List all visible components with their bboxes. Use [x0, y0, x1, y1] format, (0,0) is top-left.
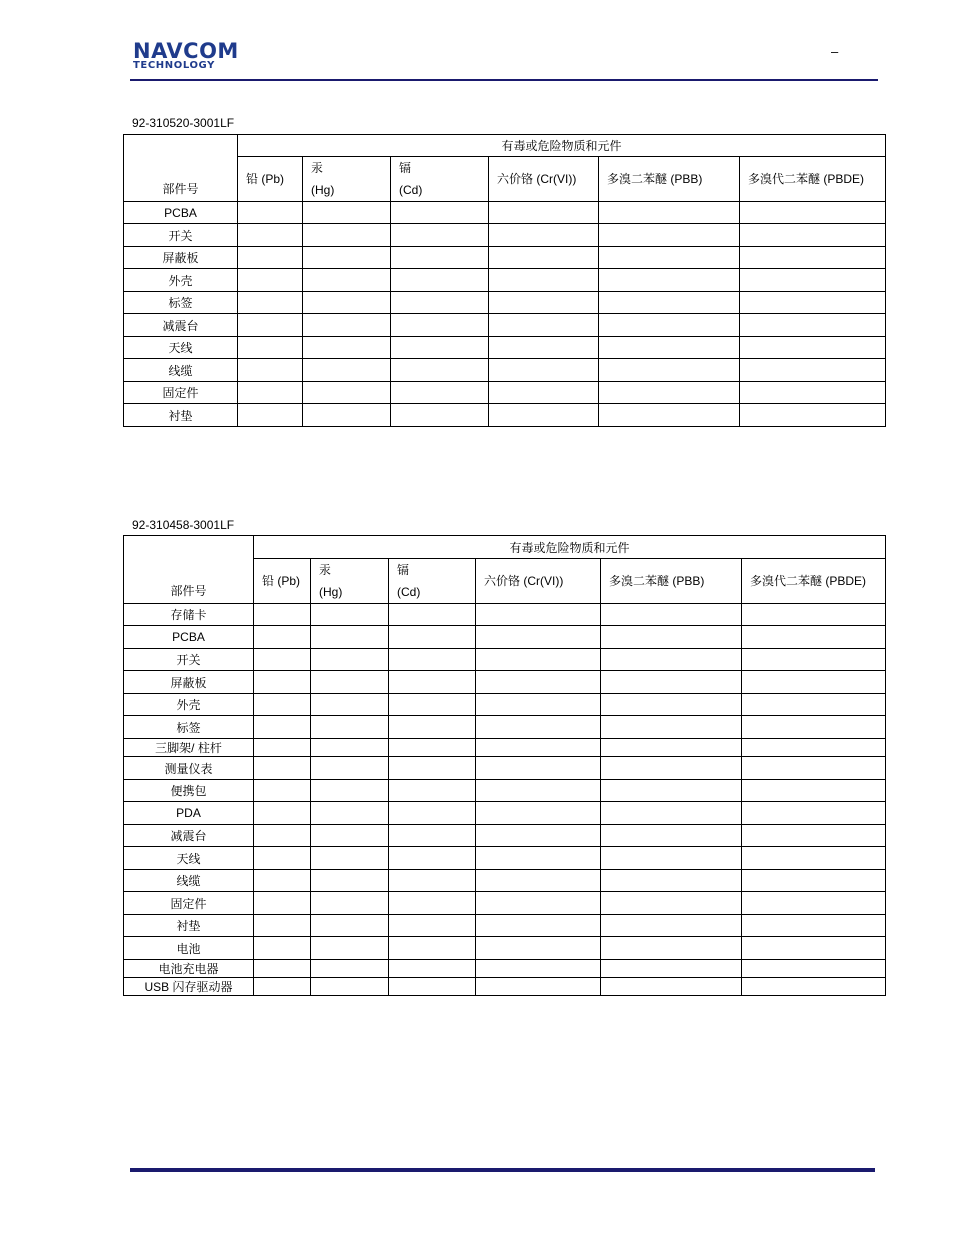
part-name-cell: 电池	[124, 937, 254, 960]
substance-value-cell	[389, 780, 476, 802]
column-header-hazardous-substances: 有毒或危险物质和元件	[254, 536, 886, 559]
substance-name: 多溴二苯醚 (PBB)	[609, 574, 705, 588]
substance-value-cell	[238, 202, 303, 224]
substance-name: 六价铬 (Cr(VI))	[484, 574, 564, 588]
substance-value-cell	[742, 825, 886, 847]
substance-value-cell	[311, 757, 389, 780]
substance-value-cell	[311, 739, 389, 757]
substance-value-cell	[601, 604, 742, 626]
substance-value-cell	[311, 870, 389, 892]
substance-value-cell	[742, 802, 886, 825]
substance-value-cell	[476, 978, 601, 996]
table-row	[124, 937, 886, 960]
part-name-cell: 标签	[124, 292, 238, 314]
substance-symbol: (Hg)	[311, 183, 335, 197]
substance-value-cell	[742, 892, 886, 915]
part-name-cell: 天线	[124, 337, 238, 359]
substance-value-cell	[389, 671, 476, 694]
column-header-hazardous-substances: 有毒或危险物质和元件	[238, 135, 886, 157]
substance-name: 镉	[397, 563, 410, 577]
navcom-logo	[133, 39, 255, 71]
substance-value-cell	[311, 716, 389, 739]
substance-value-cell	[254, 915, 311, 937]
table-row	[124, 247, 886, 269]
substance-value-cell	[742, 960, 886, 978]
substance-value-cell	[601, 694, 742, 716]
substance-value-cell	[742, 757, 886, 780]
part-name-cell: 减震台	[124, 825, 254, 847]
substance-value-cell	[489, 337, 599, 359]
part-name-cell: PDA	[124, 802, 254, 825]
substance-value-cell	[311, 847, 389, 870]
table-row	[124, 202, 886, 224]
substance-value-cell	[238, 359, 303, 382]
substance-value-cell	[389, 694, 476, 716]
substance-value-cell	[391, 224, 489, 247]
substance-value-cell	[311, 937, 389, 960]
substance-value-cell	[489, 247, 599, 269]
footer-rule	[130, 1168, 875, 1172]
substance-value-cell	[311, 978, 389, 996]
substance-value-cell	[476, 870, 601, 892]
part-name-cell: 天线	[124, 847, 254, 870]
substance-value-cell	[742, 847, 886, 870]
part-name-cell: 测量仪表	[124, 757, 254, 780]
substance-value-cell	[311, 626, 389, 649]
table-row	[124, 978, 886, 996]
substance-value-cell	[311, 960, 389, 978]
substance-value-cell	[303, 314, 391, 337]
substance-value-cell	[238, 337, 303, 359]
substance-value-cell	[254, 604, 311, 626]
substance-header	[740, 157, 886, 202]
substance-value-cell	[254, 739, 311, 757]
substance-value-cell	[391, 292, 489, 314]
substance-value-cell	[303, 382, 391, 404]
substance-header	[238, 157, 303, 202]
substance-value-cell	[303, 404, 391, 427]
substance-value-cell	[311, 671, 389, 694]
table-row	[124, 847, 886, 870]
part-name-cell: 减震台	[124, 314, 238, 337]
substance-value-cell	[742, 604, 886, 626]
substance-value-cell	[389, 825, 476, 847]
substance-value-cell	[389, 649, 476, 671]
substance-value-cell	[476, 626, 601, 649]
table-row	[124, 802, 886, 825]
substance-value-cell	[742, 915, 886, 937]
part-name-cell: 外壳	[124, 269, 238, 292]
substance-value-cell	[599, 382, 740, 404]
substance-value-cell	[389, 757, 476, 780]
table-row	[124, 337, 886, 359]
column-header-part: 部件号	[124, 536, 254, 604]
substance-value-cell	[601, 892, 742, 915]
table1-part-number: 92-310520-3001LF	[132, 116, 235, 130]
header-row	[124, 536, 886, 559]
substance-header	[476, 559, 601, 604]
substance-value-cell	[389, 626, 476, 649]
substance-header	[742, 559, 886, 604]
substance-name: 汞	[319, 563, 332, 577]
substance-value-cell	[599, 359, 740, 382]
substance-name: 铅 (Pb)	[246, 172, 285, 186]
substance-value-cell	[599, 314, 740, 337]
part-name-cell: 三脚架/ 柱杆	[124, 739, 254, 757]
substance-value-cell	[303, 224, 391, 247]
substance-value-cell	[391, 359, 489, 382]
substance-value-cell	[601, 825, 742, 847]
substance-value-cell	[389, 870, 476, 892]
substance-value-cell	[254, 825, 311, 847]
substance-value-cell	[391, 337, 489, 359]
table-row	[124, 269, 886, 292]
table-row	[124, 359, 886, 382]
part-name-cell: PCBA	[124, 626, 254, 649]
substance-value-cell	[476, 802, 601, 825]
substance-value-cell	[489, 269, 599, 292]
substance-value-cell	[303, 202, 391, 224]
substance-value-cell	[311, 802, 389, 825]
part-name-cell: 线缆	[124, 359, 238, 382]
substance-value-cell	[391, 202, 489, 224]
substance-value-cell	[238, 247, 303, 269]
substance-value-cell	[740, 337, 886, 359]
substance-name: 铅 (Pb)	[262, 574, 301, 588]
substance-value-cell	[742, 716, 886, 739]
substance-name: 镉	[399, 161, 412, 175]
substance-value-cell	[254, 870, 311, 892]
table-row	[124, 314, 886, 337]
substance-value-cell	[391, 382, 489, 404]
substance-value-cell	[311, 649, 389, 671]
substance-value-cell	[476, 847, 601, 870]
substance-header	[601, 559, 742, 604]
substance-header	[254, 559, 311, 604]
substance-value-cell	[742, 780, 886, 802]
substance-value-cell	[740, 247, 886, 269]
substance-value-cell	[489, 359, 599, 382]
table-row	[124, 404, 886, 427]
logo-main-text: NAVCOM	[133, 39, 239, 63]
substance-value-cell	[599, 404, 740, 427]
substance-value-cell	[311, 604, 389, 626]
substance-value-cell	[391, 404, 489, 427]
substance-value-cell	[601, 757, 742, 780]
substance-value-cell	[599, 337, 740, 359]
substance-header	[303, 157, 391, 202]
substance-value-cell	[476, 892, 601, 915]
substance-value-cell	[489, 224, 599, 247]
table-row	[124, 780, 886, 802]
part-name-cell: 衬垫	[124, 404, 238, 427]
substance-value-cell	[254, 694, 311, 716]
substance-value-cell	[476, 915, 601, 937]
substance-value-cell	[742, 694, 886, 716]
substance-value-cell	[238, 292, 303, 314]
table-row	[124, 671, 886, 694]
table-row	[124, 960, 886, 978]
substance-value-cell	[391, 314, 489, 337]
substance-value-cell	[389, 604, 476, 626]
substance-value-cell	[303, 292, 391, 314]
part-name-cell: 衬垫	[124, 915, 254, 937]
substance-value-cell	[311, 915, 389, 937]
substance-value-cell	[389, 978, 476, 996]
substance-value-cell	[742, 870, 886, 892]
substance-value-cell	[254, 716, 311, 739]
substance-value-cell	[601, 716, 742, 739]
substance-name: 汞	[311, 161, 324, 175]
header-mark: –	[831, 44, 839, 59]
logo-sub-text: TECHNOLOGY	[133, 60, 215, 71]
substance-value-cell	[254, 649, 311, 671]
substance-value-cell	[254, 757, 311, 780]
part-name-cell: 固定件	[124, 892, 254, 915]
substance-value-cell	[254, 847, 311, 870]
substance-value-cell	[238, 269, 303, 292]
table-row	[124, 757, 886, 780]
substance-value-cell	[489, 314, 599, 337]
substance-symbol: (Cd)	[397, 585, 421, 599]
substance-value-cell	[389, 915, 476, 937]
substance-header	[489, 157, 599, 202]
substance-value-cell	[391, 247, 489, 269]
table2-hazard-table	[123, 535, 886, 996]
substance-value-cell	[476, 757, 601, 780]
substance-value-cell	[599, 269, 740, 292]
table-row	[124, 224, 886, 247]
substance-value-cell	[489, 404, 599, 427]
substance-value-cell	[476, 604, 601, 626]
substance-value-cell	[389, 960, 476, 978]
substance-value-cell	[740, 292, 886, 314]
substance-header-row	[124, 157, 886, 202]
substance-value-cell	[740, 314, 886, 337]
substance-value-cell	[238, 314, 303, 337]
substance-value-cell	[601, 780, 742, 802]
substance-value-cell	[476, 960, 601, 978]
substance-value-cell	[740, 224, 886, 247]
table-row	[124, 292, 886, 314]
table-row	[124, 739, 886, 757]
substance-value-cell	[476, 694, 601, 716]
substance-value-cell	[599, 224, 740, 247]
table-row	[124, 825, 886, 847]
substance-value-cell	[601, 739, 742, 757]
substance-value-cell	[599, 202, 740, 224]
substance-value-cell	[389, 716, 476, 739]
substance-value-cell	[740, 202, 886, 224]
part-name-cell: 屏蔽板	[124, 671, 254, 694]
table-row	[124, 649, 886, 671]
part-name-cell: PCBA	[124, 202, 238, 224]
part-name-cell: 外壳	[124, 694, 254, 716]
substance-header	[311, 559, 389, 604]
substance-value-cell	[476, 937, 601, 960]
substance-value-cell	[489, 382, 599, 404]
substance-value-cell	[391, 269, 489, 292]
substance-value-cell	[599, 247, 740, 269]
table-row	[124, 626, 886, 649]
substance-value-cell	[254, 960, 311, 978]
substance-value-cell	[389, 892, 476, 915]
table-row	[124, 892, 886, 915]
substance-value-cell	[599, 292, 740, 314]
substance-value-cell	[311, 825, 389, 847]
substance-value-cell	[476, 739, 601, 757]
substance-value-cell	[254, 978, 311, 996]
table-row	[124, 694, 886, 716]
substance-value-cell	[389, 937, 476, 960]
substance-value-cell	[254, 892, 311, 915]
substance-value-cell	[254, 802, 311, 825]
substance-value-cell	[476, 716, 601, 739]
table2-part-number: 92-310458-3001LF	[132, 518, 235, 532]
substance-value-cell	[238, 382, 303, 404]
table-row	[124, 382, 886, 404]
substance-header	[389, 559, 476, 604]
table-row	[124, 716, 886, 739]
substance-value-cell	[740, 404, 886, 427]
substance-value-cell	[238, 224, 303, 247]
substance-value-cell	[601, 847, 742, 870]
part-name-cell: 固定件	[124, 382, 238, 404]
substance-value-cell	[303, 337, 391, 359]
substance-value-cell	[740, 382, 886, 404]
substance-value-cell	[601, 960, 742, 978]
substance-value-cell	[311, 694, 389, 716]
substance-value-cell	[476, 825, 601, 847]
substance-value-cell	[601, 626, 742, 649]
substance-value-cell	[389, 802, 476, 825]
substance-value-cell	[254, 780, 311, 802]
substance-value-cell	[742, 649, 886, 671]
table-row	[124, 604, 886, 626]
substance-value-cell	[476, 649, 601, 671]
substance-value-cell	[742, 671, 886, 694]
substance-value-cell	[254, 937, 311, 960]
substance-value-cell	[311, 780, 389, 802]
substance-value-cell	[601, 937, 742, 960]
substance-value-cell	[389, 847, 476, 870]
substance-name: 多溴代二苯醚 (PBDE)	[748, 172, 865, 186]
substance-value-cell	[476, 780, 601, 802]
header-row	[124, 135, 886, 157]
substance-value-cell	[601, 915, 742, 937]
substance-value-cell	[740, 269, 886, 292]
part-name-cell: 电池充电器	[124, 960, 254, 978]
substance-value-cell	[303, 247, 391, 269]
substance-value-cell	[740, 359, 886, 382]
substance-value-cell	[601, 870, 742, 892]
substance-value-cell	[601, 671, 742, 694]
substance-value-cell	[476, 671, 601, 694]
part-name-cell: 屏蔽板	[124, 247, 238, 269]
substance-value-cell	[303, 359, 391, 382]
part-name-cell: 存储卡	[124, 604, 254, 626]
table-row	[124, 915, 886, 937]
substance-value-cell	[742, 937, 886, 960]
substance-value-cell	[311, 892, 389, 915]
substance-header	[391, 157, 489, 202]
header-rule	[130, 79, 878, 81]
substance-value-cell	[489, 202, 599, 224]
table1-hazard-table	[123, 134, 886, 427]
substance-value-cell	[601, 802, 742, 825]
substance-value-cell	[742, 978, 886, 996]
substance-header	[599, 157, 740, 202]
substance-value-cell	[254, 671, 311, 694]
substance-value-cell	[303, 269, 391, 292]
part-name-cell: 开关	[124, 224, 238, 247]
substance-value-cell	[742, 626, 886, 649]
part-name-cell: 线缆	[124, 870, 254, 892]
substance-value-cell	[601, 649, 742, 671]
substance-value-cell	[238, 404, 303, 427]
part-name-cell: 标签	[124, 716, 254, 739]
substance-value-cell	[254, 626, 311, 649]
substance-value-cell	[601, 978, 742, 996]
substance-name: 六价铬 (Cr(VI))	[497, 172, 577, 186]
part-name-cell: 开关	[124, 649, 254, 671]
substance-name: 多溴二苯醚 (PBB)	[607, 172, 703, 186]
substance-symbol: (Hg)	[319, 585, 343, 599]
part-name-cell: 便携包	[124, 780, 254, 802]
column-header-part: 部件号	[124, 135, 238, 202]
substance-symbol: (Cd)	[399, 183, 423, 197]
substance-name: 多溴代二苯醚 (PBDE)	[750, 574, 867, 588]
table-row	[124, 870, 886, 892]
substance-value-cell	[742, 739, 886, 757]
substance-value-cell	[389, 739, 476, 757]
part-name-cell: USB 闪存驱动器	[124, 978, 254, 996]
substance-value-cell	[489, 292, 599, 314]
